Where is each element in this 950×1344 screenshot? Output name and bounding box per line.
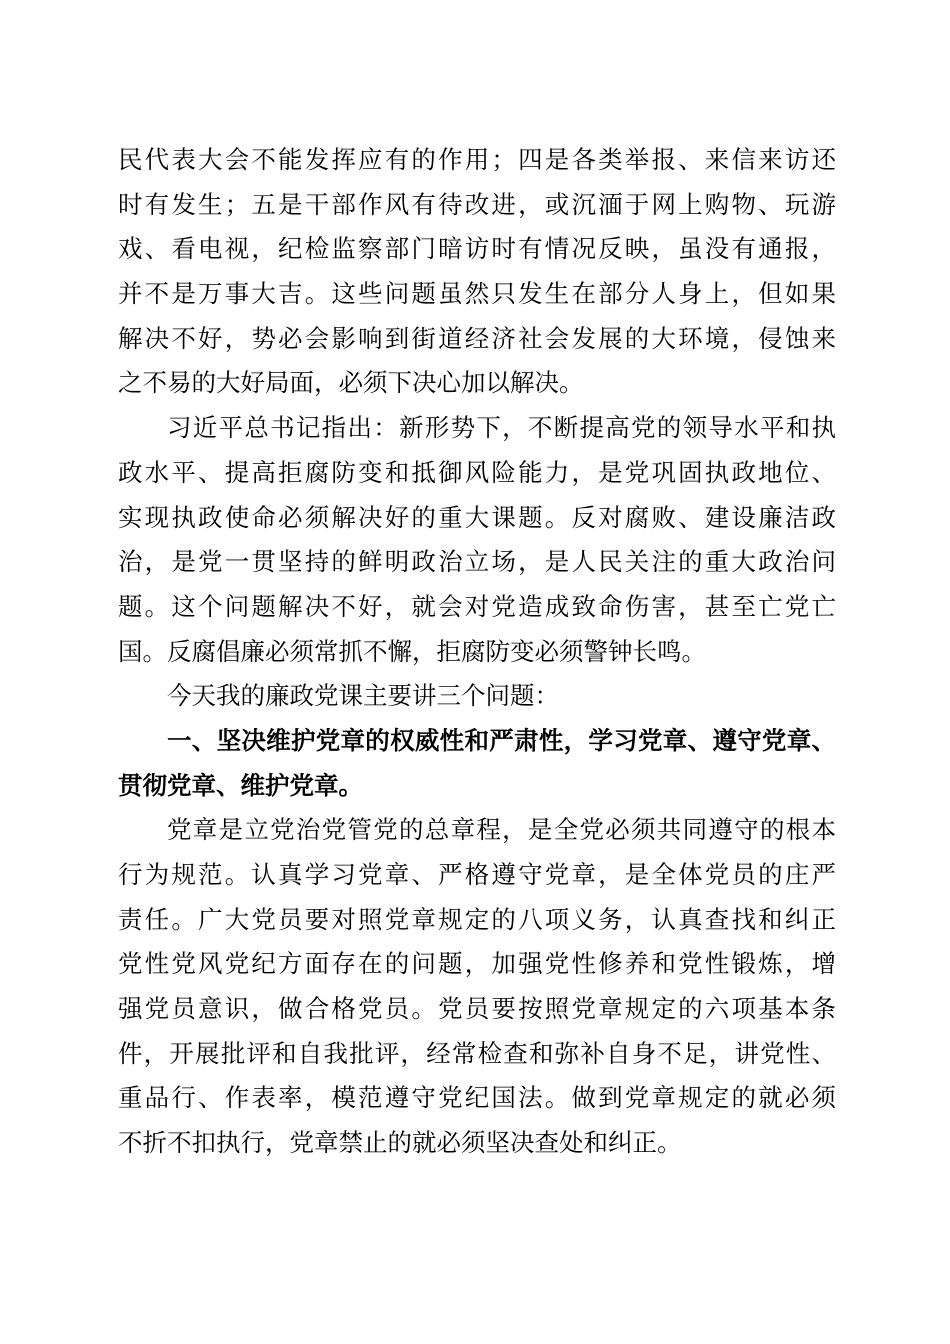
text-line: 政水平、提高拒腐防变和抵御风险能力，是党巩固执政地位、 (118, 457, 836, 487)
text-line: 党性党风党纪方面存在的问题，加强党性修养和党性锻炼，增 (118, 949, 836, 979)
text-line: 重品行、作表率，模范遵守党纪国法。做到党章规定的就必须 (118, 1083, 836, 1113)
text-line: 时有发生；五是干部作风有待改进，或沉湎于网上购物、玩游 (118, 189, 836, 219)
text-line: 今天我的廉政党课主要讲三个问题： (167, 681, 559, 711)
text-line: 党章是立党治党管党的总章程，是全党必须共同遵守的根本 (167, 815, 836, 845)
text-line: 并不是万事大吉。这些问题虽然只发生在部分人身上，但如果 (118, 279, 836, 309)
text-line: 国。反腐倡廉必须常抓不懈，拒腐防变必须警钟长鸣。 (118, 636, 706, 666)
text-line: 治，是党一贯坚持的鲜明政治立场，是人民关注的重大政治问 (118, 547, 836, 577)
section-heading-line: 贯彻党章、维护党章。 (118, 770, 363, 800)
text-line: 行为规范。认真学习党章、严格遵守党章，是全体党员的庄严 (118, 860, 836, 889)
text-line: 戏、看电视，纪检监察部门暗访时有情况反映，虽没有通报， (118, 234, 836, 264)
text-line: 解决不好，势必会影响到街道经济社会发展的大环境，侵蚀来 (118, 323, 836, 353)
text-line: 不折不扣执行，党章禁止的就必须坚决查处和纠正。 (118, 1128, 682, 1158)
text-line: 强党员意识，做合格党员。党员要按照党章规定的六项基本条 (118, 994, 836, 1024)
text-line: 责任。广大党员要对照党章规定的八项义务，认真查找和纠正 (118, 904, 836, 934)
text-line: 之不易的大好局面，必须下决心加以解决。 (118, 368, 584, 398)
text-line: 习近平总书记指出：新形势下，不断提高党的领导水平和执 (167, 413, 836, 443)
text-line: 民代表大会不能发挥应有的作用；四是各类举报、来信来访还 (118, 145, 836, 174)
text-line: 实现执政使命必须解决好的重大课题。反对腐败、建设廉洁政 (118, 502, 836, 532)
text-line: 题。这个问题解决不好，就会对党造成致命伤害，甚至亡党亡 (118, 591, 836, 621)
section-heading-line: 一、坚决维护党章的权威性和严肃性，学习党章、遵守党章、 (167, 725, 836, 755)
document-body (118, 138, 836, 1166)
text-line: 件，开展批评和自我批评，经常检查和弥补自身不足，讲党性、 (118, 1038, 836, 1068)
